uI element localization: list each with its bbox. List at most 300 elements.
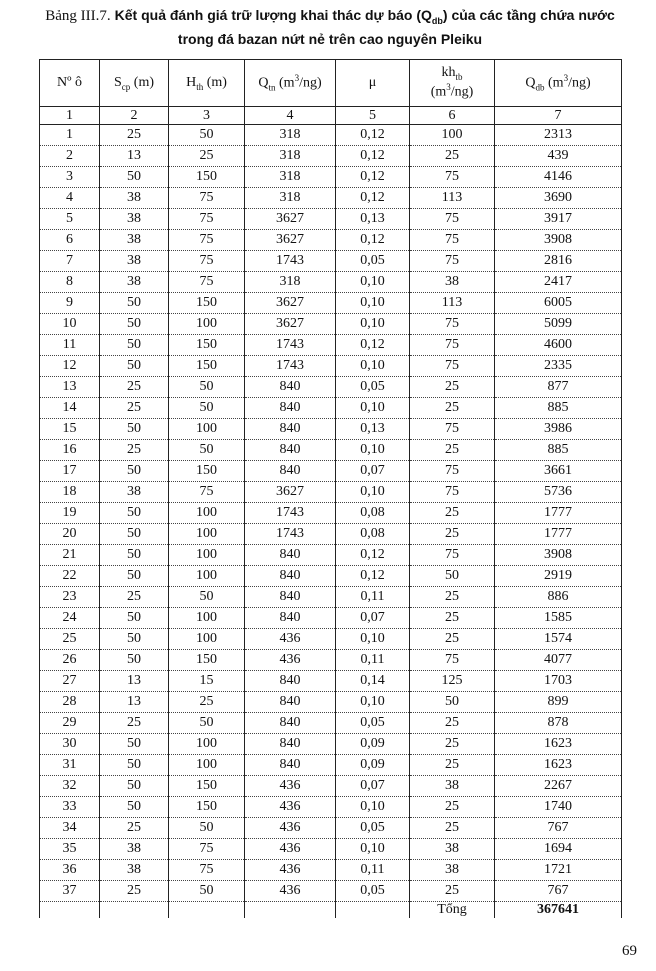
- cell-qtn: 840: [245, 461, 336, 482]
- cell-mu: 0,05: [336, 881, 410, 902]
- cell-no: 9: [40, 293, 100, 314]
- cell-qdb: 1574: [495, 629, 622, 650]
- cell-no: 11: [40, 335, 100, 356]
- cell-qtn: 436: [245, 860, 336, 881]
- cell-qtn: 436: [245, 776, 336, 797]
- table-row: [40, 356, 622, 377]
- cell-mu: 0,10: [336, 482, 410, 503]
- cell-khtb: 75: [410, 356, 495, 377]
- cell-khtb: 25: [410, 377, 495, 398]
- table-row: [40, 419, 622, 440]
- cell-no: 35: [40, 839, 100, 860]
- cell-mu: 0,10: [336, 272, 410, 293]
- cell-khtb: 25: [410, 608, 495, 629]
- cell-no: 2: [40, 146, 100, 167]
- cell-mu: 0,12: [336, 335, 410, 356]
- cell-khtb: 25: [410, 713, 495, 734]
- table-row: [40, 776, 622, 797]
- cell-scp: 38: [100, 482, 169, 503]
- cell-hth: 50: [169, 440, 245, 461]
- cell-scp: 25: [100, 587, 169, 608]
- cell-no: 25: [40, 629, 100, 650]
- cell-no: 31: [40, 755, 100, 776]
- cell-scp: 38: [100, 860, 169, 881]
- cell-no: 17: [40, 461, 100, 482]
- cell-mu: 0,12: [336, 230, 410, 251]
- cell-qdb: 4146: [495, 167, 622, 188]
- cell-qdb: 767: [495, 818, 622, 839]
- cell-scp: 25: [100, 818, 169, 839]
- caption-line-2: trong đá bazan nứt nẻ trên cao nguyên Pleiku: [177, 30, 483, 47]
- cell-hth: 150: [169, 335, 245, 356]
- cell-qtn: 840: [245, 440, 336, 461]
- cell-qtn: 840: [245, 608, 336, 629]
- cell-qtn: 840: [245, 566, 336, 587]
- cell-qtn: 840: [245, 713, 336, 734]
- total-row: [40, 902, 622, 919]
- cell-qtn: 1743: [245, 524, 336, 545]
- cell-qdb: 885: [495, 398, 622, 419]
- cell-no: 34: [40, 818, 100, 839]
- cell-scp: 25: [100, 440, 169, 461]
- reserves-table: [39, 59, 622, 918]
- cell-no: 29: [40, 713, 100, 734]
- cell-scp: 25: [100, 881, 169, 902]
- cell-qdb: 2267: [495, 776, 622, 797]
- cell-hth: 100: [169, 524, 245, 545]
- cell-scp: 50: [100, 293, 169, 314]
- cell-hth: 150: [169, 461, 245, 482]
- cell-no: 21: [40, 545, 100, 566]
- cell-hth: 150: [169, 167, 245, 188]
- table-row: [40, 440, 622, 461]
- cell-qdb: 3908: [495, 545, 622, 566]
- cell-khtb: 25: [410, 587, 495, 608]
- cell-qdb: 886: [495, 587, 622, 608]
- cell-qtn: 318: [245, 188, 336, 209]
- cell-qtn: 840: [245, 398, 336, 419]
- cell-mu: 0,07: [336, 776, 410, 797]
- cell-khtb: 50: [410, 692, 495, 713]
- cell-no: 4: [40, 188, 100, 209]
- cell-scp: 50: [100, 524, 169, 545]
- cell-mu: 0,08: [336, 503, 410, 524]
- cell-mu: 0,07: [336, 608, 410, 629]
- cell-qtn: 840: [245, 671, 336, 692]
- total-value: 367641: [495, 902, 622, 919]
- cell-no: 36: [40, 860, 100, 881]
- cell-mu: 0,05: [336, 818, 410, 839]
- cell-scp: 50: [100, 335, 169, 356]
- table-row: [40, 881, 622, 902]
- cell-scp: 38: [100, 251, 169, 272]
- table-row: [40, 797, 622, 818]
- cell-qtn: 1743: [245, 356, 336, 377]
- table-body: [40, 125, 622, 902]
- cell-khtb: 75: [410, 650, 495, 671]
- cell-hth: 100: [169, 566, 245, 587]
- cell-scp: 25: [100, 377, 169, 398]
- cell-qdb: 439: [495, 146, 622, 167]
- table-row: [40, 146, 622, 167]
- table-row: [40, 566, 622, 587]
- cell-no: 10: [40, 314, 100, 335]
- cell-hth: 50: [169, 818, 245, 839]
- cell-hth: 50: [169, 398, 245, 419]
- cell-qtn: 840: [245, 587, 336, 608]
- cell-scp: 50: [100, 734, 169, 755]
- table-row: [40, 818, 622, 839]
- cell-no: 22: [40, 566, 100, 587]
- cell-qtn: 840: [245, 545, 336, 566]
- cell-hth: 15: [169, 671, 245, 692]
- cell-no: 5: [40, 209, 100, 230]
- table-row: [40, 755, 622, 776]
- table-row: [40, 671, 622, 692]
- cell-scp: 50: [100, 461, 169, 482]
- cell-scp: 25: [100, 398, 169, 419]
- table-header-row: [40, 60, 622, 107]
- cell-scp: 38: [100, 839, 169, 860]
- cell-khtb: 25: [410, 629, 495, 650]
- cell-khtb: 25: [410, 755, 495, 776]
- cell-no: 12: [40, 356, 100, 377]
- cell-no: 18: [40, 482, 100, 503]
- cell-qdb: 3917: [495, 209, 622, 230]
- table-row: [40, 167, 622, 188]
- cell-scp: 25: [100, 125, 169, 146]
- cell-qtn: 840: [245, 692, 336, 713]
- cell-qtn: 3627: [245, 293, 336, 314]
- cell-hth: 75: [169, 839, 245, 860]
- table-row: [40, 230, 622, 251]
- table-row: [40, 209, 622, 230]
- total-empty-cell: [100, 902, 169, 919]
- cell-hth: 50: [169, 377, 245, 398]
- header-qdb: $Q_{db}$ $(m^3/ng)$: [495, 60, 622, 107]
- cell-qdb: 3690: [495, 188, 622, 209]
- table-row: [40, 125, 622, 146]
- cell-hth: 25: [169, 692, 245, 713]
- cell-hth: 150: [169, 356, 245, 377]
- cell-khtb: 75: [410, 545, 495, 566]
- cell-qtn: 840: [245, 755, 336, 776]
- cell-scp: 50: [100, 419, 169, 440]
- cell-mu: 0,10: [336, 629, 410, 650]
- cell-khtb: 25: [410, 146, 495, 167]
- cell-khtb: 75: [410, 335, 495, 356]
- column-number: 1: [40, 107, 100, 125]
- cell-khtb: 38: [410, 860, 495, 881]
- table-row: [40, 692, 622, 713]
- cell-khtb: 75: [410, 251, 495, 272]
- table-row: [40, 335, 622, 356]
- cell-qdb: 5099: [495, 314, 622, 335]
- cell-hth: 75: [169, 482, 245, 503]
- cell-no: 1: [40, 125, 100, 146]
- cell-khtb: 25: [410, 881, 495, 902]
- cell-hth: 50: [169, 881, 245, 902]
- cell-no: 16: [40, 440, 100, 461]
- column-number-row: [40, 107, 622, 125]
- cell-scp: 50: [100, 545, 169, 566]
- cell-qdb: 1721: [495, 860, 622, 881]
- cell-khtb: 113: [410, 293, 495, 314]
- cell-khtb: 25: [410, 524, 495, 545]
- cell-khtb: 25: [410, 797, 495, 818]
- cell-mu: 0,09: [336, 755, 410, 776]
- cell-qdb: 4077: [495, 650, 622, 671]
- total-empty-cell: [40, 902, 100, 919]
- table-row: [40, 713, 622, 734]
- cell-no: 27: [40, 671, 100, 692]
- cell-qdb: 1740: [495, 797, 622, 818]
- cell-hth: 25: [169, 146, 245, 167]
- cell-qdb: 5736: [495, 482, 622, 503]
- cell-hth: 150: [169, 776, 245, 797]
- header-mu: μ: [336, 60, 410, 107]
- caption-title: Kết quả đánh giá trữ lượng khai thác dự báo $(Q_{db})$ của các tầng chứa nước: [114, 7, 615, 26]
- cell-scp: 50: [100, 629, 169, 650]
- cell-scp: 50: [100, 755, 169, 776]
- table-row: [40, 272, 622, 293]
- table-row: [40, 377, 622, 398]
- table-row: [40, 482, 622, 503]
- header-scp: $S_{cp}$ (m): [100, 60, 169, 107]
- cell-hth: 75: [169, 230, 245, 251]
- cell-no: 19: [40, 503, 100, 524]
- cell-qtn: 3627: [245, 230, 336, 251]
- table-row: [40, 503, 622, 524]
- cell-qdb: 1703: [495, 671, 622, 692]
- cell-scp: 25: [100, 713, 169, 734]
- cell-mu: 0,13: [336, 209, 410, 230]
- cell-hth: 50: [169, 713, 245, 734]
- cell-qdb: 3908: [495, 230, 622, 251]
- cell-khtb: 38: [410, 272, 495, 293]
- cell-khtb: 75: [410, 230, 495, 251]
- cell-no: 28: [40, 692, 100, 713]
- cell-qtn: 436: [245, 650, 336, 671]
- cell-scp: 13: [100, 146, 169, 167]
- table-row: [40, 524, 622, 545]
- cell-scp: 50: [100, 608, 169, 629]
- cell-khtb: 75: [410, 314, 495, 335]
- table-row: [40, 251, 622, 272]
- page-number: 69: [622, 943, 637, 959]
- cell-hth: 150: [169, 293, 245, 314]
- cell-mu: 0,11: [336, 650, 410, 671]
- cell-qtn: 3627: [245, 314, 336, 335]
- table-row: [40, 398, 622, 419]
- cell-qdb: 2335: [495, 356, 622, 377]
- cell-mu: 0,10: [336, 398, 410, 419]
- cell-hth: 100: [169, 608, 245, 629]
- cell-mu: 0,11: [336, 587, 410, 608]
- cell-khtb: 75: [410, 209, 495, 230]
- cell-qdb: 878: [495, 713, 622, 734]
- cell-qdb: 2313: [495, 125, 622, 146]
- cell-qdb: 1777: [495, 524, 622, 545]
- cell-mu: 0,10: [336, 797, 410, 818]
- cell-no: 13: [40, 377, 100, 398]
- cell-qdb: 4600: [495, 335, 622, 356]
- cell-khtb: 25: [410, 398, 495, 419]
- cell-mu: 0,12: [336, 545, 410, 566]
- cell-no: 23: [40, 587, 100, 608]
- cell-mu: 0,08: [336, 524, 410, 545]
- cell-mu: 0,10: [336, 440, 410, 461]
- cell-mu: 0,12: [336, 566, 410, 587]
- cell-qtn: 436: [245, 881, 336, 902]
- cell-qdb: 3986: [495, 419, 622, 440]
- cell-no: 15: [40, 419, 100, 440]
- cell-scp: 50: [100, 566, 169, 587]
- cell-scp: 13: [100, 671, 169, 692]
- cell-no: 33: [40, 797, 100, 818]
- cell-hth: 100: [169, 734, 245, 755]
- table-row: [40, 188, 622, 209]
- cell-mu: 0,12: [336, 146, 410, 167]
- column-number: 6: [410, 107, 495, 125]
- cell-mu: 0,12: [336, 125, 410, 146]
- cell-scp: 50: [100, 503, 169, 524]
- cell-qtn: 3627: [245, 482, 336, 503]
- cell-scp: 50: [100, 356, 169, 377]
- cell-khtb: 50: [410, 566, 495, 587]
- cell-mu: 0,10: [336, 839, 410, 860]
- cell-hth: 75: [169, 209, 245, 230]
- cell-khtb: 25: [410, 440, 495, 461]
- cell-qdb: 2919: [495, 566, 622, 587]
- cell-mu: 0,09: [336, 734, 410, 755]
- cell-no: 14: [40, 398, 100, 419]
- caption-table-number: Bảng III.7.: [45, 8, 111, 24]
- cell-no: 3: [40, 167, 100, 188]
- table-caption: [10, 6, 650, 48]
- cell-no: 7: [40, 251, 100, 272]
- cell-no: 8: [40, 272, 100, 293]
- cell-khtb: 25: [410, 503, 495, 524]
- cell-khtb: 75: [410, 167, 495, 188]
- cell-no: 26: [40, 650, 100, 671]
- cell-hth: 150: [169, 650, 245, 671]
- cell-khtb: 25: [410, 818, 495, 839]
- cell-qdb: 899: [495, 692, 622, 713]
- table-row: [40, 650, 622, 671]
- cell-khtb: 75: [410, 482, 495, 503]
- cell-no: 6: [40, 230, 100, 251]
- cell-scp: 38: [100, 209, 169, 230]
- cell-hth: 150: [169, 797, 245, 818]
- total-empty-cell: [336, 902, 410, 919]
- column-number: 3: [169, 107, 245, 125]
- header-hth: $H_{th}$ (m): [169, 60, 245, 107]
- cell-hth: 50: [169, 125, 245, 146]
- cell-qdb: 1777: [495, 503, 622, 524]
- table-row: [40, 293, 622, 314]
- cell-khtb: 38: [410, 839, 495, 860]
- cell-hth: 100: [169, 503, 245, 524]
- cell-qtn: 1743: [245, 503, 336, 524]
- column-number: 5: [336, 107, 410, 125]
- cell-qtn: 840: [245, 377, 336, 398]
- cell-qtn: 840: [245, 734, 336, 755]
- table-row: [40, 629, 622, 650]
- cell-qtn: 1743: [245, 335, 336, 356]
- cell-mu: 0,05: [336, 713, 410, 734]
- column-number: 2: [100, 107, 169, 125]
- cell-no: 20: [40, 524, 100, 545]
- cell-qdb: 877: [495, 377, 622, 398]
- cell-qdb: 2816: [495, 251, 622, 272]
- cell-hth: 100: [169, 629, 245, 650]
- cell-hth: 75: [169, 251, 245, 272]
- cell-qdb: 885: [495, 440, 622, 461]
- cell-mu: 0,13: [336, 419, 410, 440]
- header-khtb: $kh_{tb}$ $(m^3/ng)$: [410, 60, 495, 107]
- total-empty-cell: [169, 902, 245, 919]
- table-row: [40, 545, 622, 566]
- cell-khtb: 113: [410, 188, 495, 209]
- cell-mu: 0,12: [336, 167, 410, 188]
- total-label: Tổng: [410, 902, 495, 919]
- cell-no: 32: [40, 776, 100, 797]
- cell-qtn: 436: [245, 629, 336, 650]
- cell-no: 24: [40, 608, 100, 629]
- caption-line-1: [10, 6, 650, 30]
- cell-hth: 75: [169, 188, 245, 209]
- table-row: [40, 839, 622, 860]
- cell-qdb: 767: [495, 881, 622, 902]
- table-row: [40, 461, 622, 482]
- cell-qtn: 436: [245, 797, 336, 818]
- cell-mu: 0,14: [336, 671, 410, 692]
- cell-scp: 50: [100, 314, 169, 335]
- cell-mu: 0,05: [336, 251, 410, 272]
- table-row: [40, 314, 622, 335]
- cell-mu: 0,10: [336, 356, 410, 377]
- cell-qtn: 1743: [245, 251, 336, 272]
- column-number: 7: [495, 107, 622, 125]
- cell-hth: 100: [169, 545, 245, 566]
- cell-hth: 75: [169, 272, 245, 293]
- cell-hth: 75: [169, 860, 245, 881]
- cell-khtb: 25: [410, 734, 495, 755]
- total-empty-cell: [245, 902, 336, 919]
- column-number: 4: [245, 107, 336, 125]
- table-row: [40, 734, 622, 755]
- cell-mu: 0,05: [336, 377, 410, 398]
- cell-mu: 0,10: [336, 314, 410, 335]
- cell-mu: 0,10: [336, 692, 410, 713]
- cell-qdb: 6005: [495, 293, 622, 314]
- cell-qdb: 1623: [495, 734, 622, 755]
- cell-qtn: 3627: [245, 209, 336, 230]
- cell-mu: 0,11: [336, 860, 410, 881]
- cell-qdb: 1623: [495, 755, 622, 776]
- cell-hth: 100: [169, 755, 245, 776]
- cell-khtb: 100: [410, 125, 495, 146]
- header-no: Nº ô: [40, 60, 100, 107]
- cell-khtb: 125: [410, 671, 495, 692]
- cell-qtn: 436: [245, 839, 336, 860]
- cell-mu: 0,10: [336, 293, 410, 314]
- cell-qdb: 1585: [495, 608, 622, 629]
- cell-scp: 50: [100, 797, 169, 818]
- cell-mu: 0,07: [336, 461, 410, 482]
- cell-scp: 50: [100, 167, 169, 188]
